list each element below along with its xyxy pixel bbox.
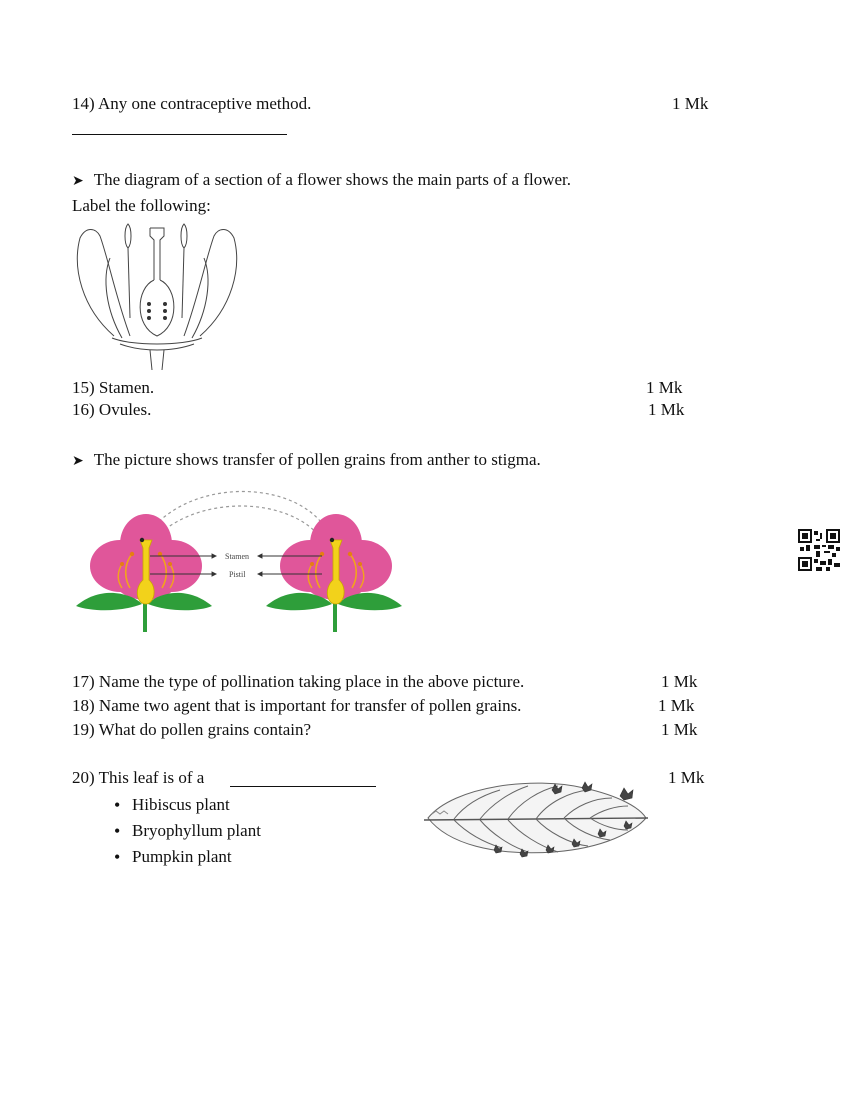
question-17: 17) Name the type of pollination taking place in the above picture.	[72, 672, 525, 691]
question-14-marks: 1 Mk	[672, 94, 709, 113]
question-19-marks: 1 Mk	[661, 720, 698, 739]
arrow-bullet-icon: ➤	[72, 174, 84, 189]
question-15-marks: 1 Mk	[646, 378, 683, 397]
pollen-section-intro-text: The picture shows transfer of pollen grains from anther to stigma.	[93, 450, 541, 469]
arrow-bullet-icon: ➤	[72, 454, 84, 469]
question-14: 14) Any one contraceptive method.	[72, 94, 312, 113]
option-bryophyllum: • Bryophyllum plant	[110, 818, 261, 844]
question-16: 16) Ovules.	[72, 400, 152, 419]
flower-section-intro	[72, 170, 571, 192]
question-18-marks: 1 Mk	[658, 696, 695, 715]
left-flower	[76, 514, 212, 632]
question-17-marks: 1 Mk	[661, 672, 698, 691]
pollen-section-intro	[72, 450, 541, 472]
question-15: 15) Stamen.	[72, 378, 155, 397]
pistil-label: Pistil	[229, 570, 246, 579]
right-flower	[266, 514, 402, 632]
option-hibiscus: • Hibiscus plant	[110, 792, 261, 818]
qr-code	[798, 529, 840, 571]
question-16-marks: 1 Mk	[648, 400, 685, 419]
question-19: 19) What do pollen grains contain?	[72, 720, 312, 739]
answer-line-14[interactable]	[72, 134, 287, 135]
question-18: 18) Name two agent that is important for transfer of pollen grains.	[72, 696, 522, 715]
question-20-options	[110, 792, 261, 870]
bryophyllum-leaf-drawing	[424, 768, 652, 862]
flower-section-diagram	[72, 218, 242, 374]
pollination-diagram	[72, 484, 404, 636]
answer-line-20[interactable]	[230, 786, 376, 787]
question-20-marks: 1 Mk	[668, 768, 705, 787]
flower-section-intro-text: The diagram of a section of a flower shows the main parts of a flower.	[93, 170, 571, 189]
question-20: 20) This leaf is of a	[72, 768, 205, 787]
flower-section-instruction: Label the following:	[72, 196, 211, 215]
stamen-label: Stamen	[225, 552, 249, 561]
option-pumpkin: • Pumpkin plant	[110, 844, 261, 870]
